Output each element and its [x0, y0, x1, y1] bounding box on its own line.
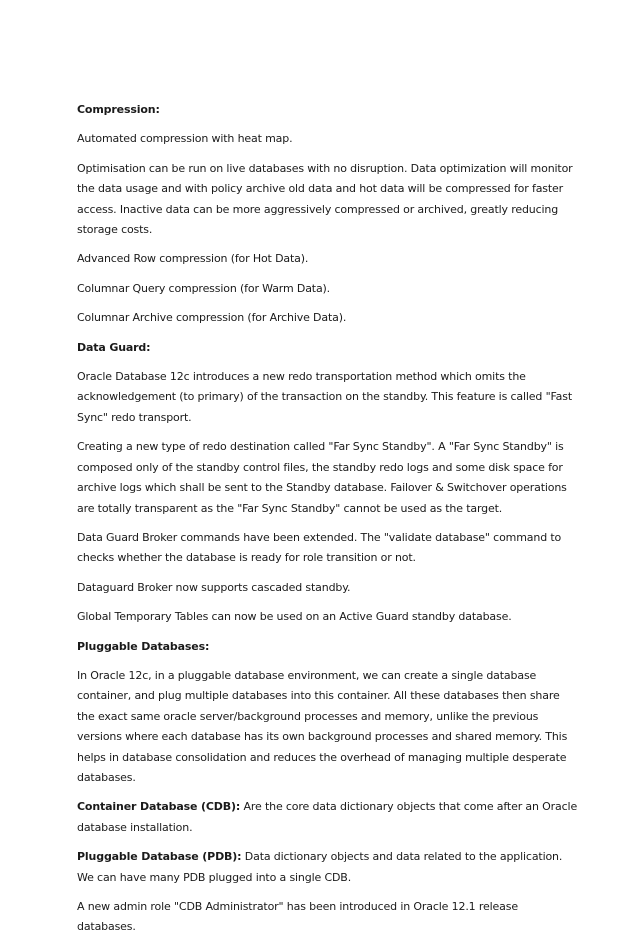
- paragraph: Creating a new type of redo destination called "Far Sync Standby". A "Far Sync Standby" is composed only of the standby control files, the standby redo logs and some disk space for archive logs which shall be sent to the Standby database. Failover & Switchover operations are totally transparent as the "Far Sync Standby" cannot be used as the target.: [77, 440, 567, 515]
- paragraph: Data Guard Broker commands have been extended. The "validate database" command to checks whether the database is ready for role transition or not.: [77, 530, 562, 565]
- paragraph: Advanced Row compression (for Hot Data).: [77, 252, 309, 266]
- definition-term: Container Database (CDB):: [77, 800, 241, 814]
- definition-pdb: [77, 847, 578, 888]
- definition-text: Are the core data dictionary objects that come after an Oracle database installation.: [77, 800, 578, 834]
- paragraph: Columnar Archive compression (for Archive Data).: [77, 311, 347, 325]
- section-heading-pluggable-databases: Pluggable Databases:: [77, 639, 210, 653]
- paragraph: Columnar Query compression (for Warm Data).: [77, 281, 331, 295]
- paragraph: In Oracle 12c, in a pluggable database environment, we can create a single database container, and plug multiple databases into this container. All these databases then share the exact same oracle server/background processes and memory, unlike the previous versions where each database has its own background processes and shared memory. This helps in database consolidation and reduces the overhead of managing multiple desperate databases.: [77, 668, 568, 784]
- definition-cdb: [77, 797, 578, 838]
- paragraph: Dataguard Broker now supports cascaded standby.: [77, 580, 351, 594]
- paragraph: Global Temporary Tables can now be used on an Active Guard standby database.: [77, 610, 512, 624]
- section-heading-compression: Compression:: [77, 103, 160, 116]
- definition-term: Pluggable Database (PDB):: [77, 850, 242, 864]
- definition-text: Data dictionary objects and data related to the application. We can have many PDB plugged into a single CDB.: [77, 850, 563, 884]
- paragraph: Optimisation can be run on live databases with no disruption. Data optimization will monitor the data usage and with policy archive old data and hot data will be compressed for faster access. Inactive data can be more aggressively compressed or archived, greatly reducing storage costs.: [77, 161, 573, 237]
- section-heading-data-guard: Data Guard:: [77, 340, 151, 354]
- paragraph: Automated compression with heat map.: [77, 132, 293, 146]
- paragraph: Oracle Database 12c introduces a new redo transportation method which omits the acknowledgement (to primary) of the transaction on the standby. This feature is called "Fast Sync" redo transport.: [77, 370, 573, 424]
- paragraph: A new admin role "CDB Administrator" has been introduced in Oracle 12.1 release databases.: [77, 900, 518, 934]
